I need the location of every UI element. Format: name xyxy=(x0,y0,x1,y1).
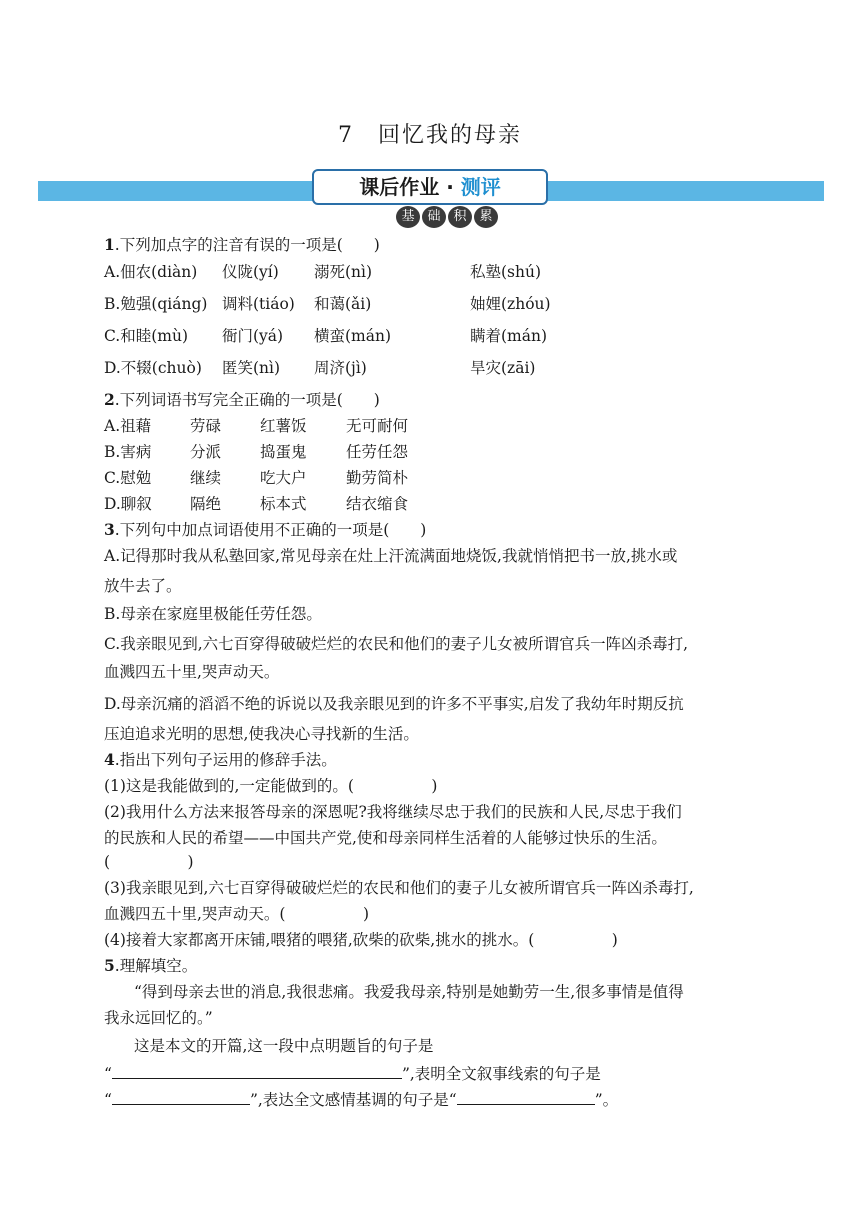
badge-char: 基 xyxy=(396,206,420,228)
q3-d-line1: D.母亲沉痛的滔滔不绝的诉说以及我亲眼见到的许多不平事实,启发了我幼年时期反抗 xyxy=(104,695,684,713)
q4-stem: 4.指出下列句子运用的修辞手法。 xyxy=(104,750,337,769)
page-title: 7 回忆我的母亲 xyxy=(338,123,522,148)
q4-s2-answer: ( ) xyxy=(104,853,194,871)
q3-a-line2: 放牛去了。 xyxy=(104,577,182,595)
q3-stem: 3.下列句中加点词语使用不正确的一项是( ) xyxy=(104,520,427,539)
q4-s1: (1)这是我能做到的,一定能做到的。( ) xyxy=(104,777,438,795)
q1-stem: 1.下列加点字的注音有误的一项是( ) xyxy=(104,235,380,254)
answer-blank[interactable] xyxy=(112,1090,250,1105)
q4-s2-line1: (2)我用什么方法来报答母亲的深恩呢?我将继续尽忠于我们的民族和人民,尽忠于我们 xyxy=(104,803,682,821)
q4-s4: (4)接着大家都离开床铺,喂猪的喂猪,砍柴的砍柴,挑水的挑水。( ) xyxy=(104,931,618,949)
q3-a-line1: A.记得那时我从私塾回家,常见母亲在灶上汗流满面地烧饭,我就悄悄把书一放,挑水或 xyxy=(104,547,678,565)
q3-b: B.母亲在家庭里极能任劳任怨。 xyxy=(104,605,322,623)
answer-blank[interactable] xyxy=(112,1064,402,1079)
q5-blank-line1: “ ”,表明全文叙事线索的句子是 xyxy=(104,1065,601,1083)
answer-blank[interactable] xyxy=(457,1090,595,1105)
band-label: 课后作业 xyxy=(359,175,440,199)
q5-blank-line2: “ ”,表达全文感情基调的句子是“ ”。 xyxy=(104,1091,619,1109)
q5-stem: 5.理解填空。 xyxy=(104,956,198,975)
badge-char: 累 xyxy=(474,206,498,228)
band-label-box xyxy=(312,169,548,205)
q4-s3-line2: 血溅四五十里,哭声动天。( ) xyxy=(104,905,370,923)
band-accent: 测评 xyxy=(460,175,501,199)
q4-s3-line1: (3)我亲眼见到,六七百穿得破破烂烂的农民和他们的妻子儿女被所谓官兵一阵凶杀毒打, xyxy=(104,879,694,897)
q4-s2-line2: 的民族和人民的希望——中国共产党,使和母亲同样生活着的人能够过快乐的生活。 xyxy=(104,829,667,847)
section-badge xyxy=(396,206,498,228)
q5-prompt: 这是本文的开篇,这一段中点明题旨的句子是 xyxy=(134,1037,434,1055)
badge-char: 础 xyxy=(422,206,446,228)
q5-quote-line2: 我永远回忆的。” xyxy=(104,1009,213,1027)
band-sep: · xyxy=(439,175,461,199)
q3-c-line2: 血溅四五十里,哭声动天。 xyxy=(104,663,280,681)
badge-char: 积 xyxy=(448,206,472,228)
q2-stem: 2.下列词语书写完全正确的一项是( ) xyxy=(104,390,380,409)
q3-d-line2: 压迫追求光明的思想,使我决心寻找新的生活。 xyxy=(104,725,419,743)
q3-c-line1: C.我亲眼见到,六七百穿得破破烂烂的农民和他们的妻子儿女被所谓官兵一阵凶杀毒打, xyxy=(104,635,689,653)
q5-quote-line1: “得到母亲去世的消息,我很悲痛。我爱我母亲,特别是她勤劳一生,很多事情是值得 xyxy=(134,983,684,1001)
